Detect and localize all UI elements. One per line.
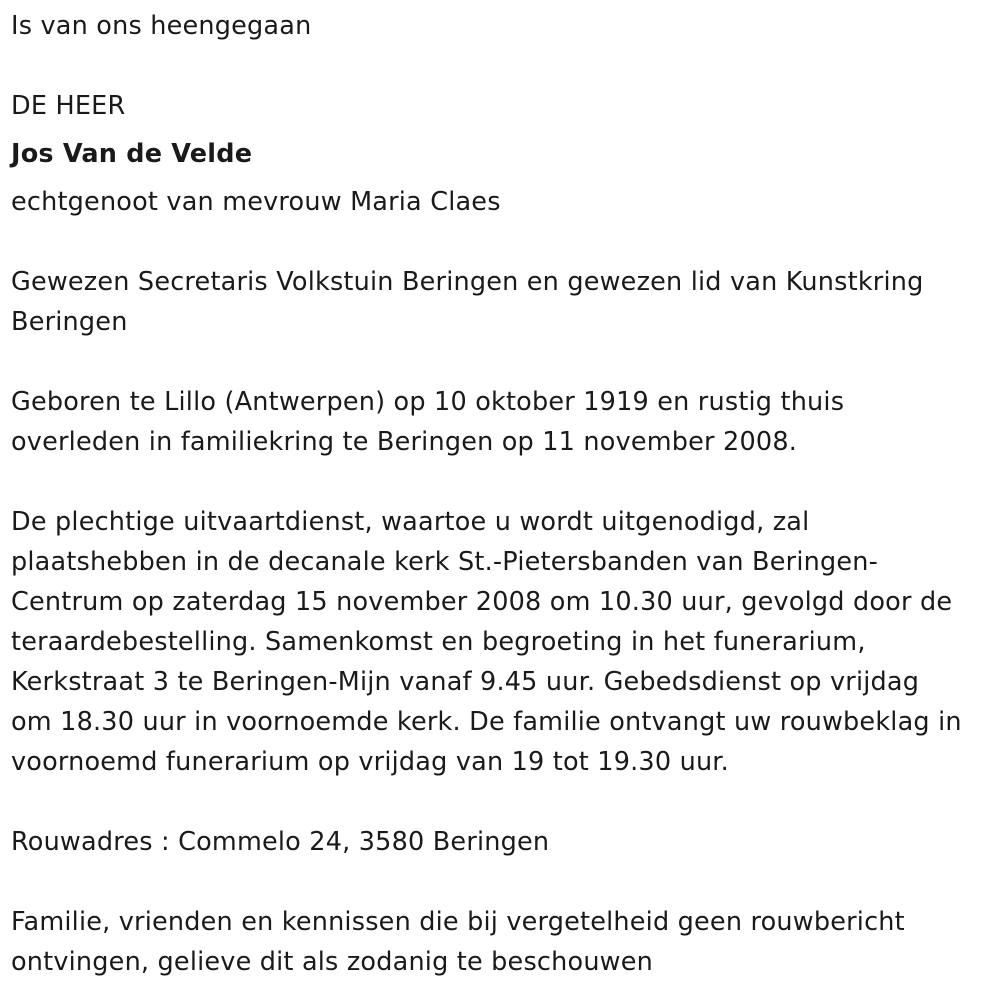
birth-death-line: Geboren te Lillo (Antwerpen) op 10 oktober 1919 en rustig thuis: [11, 387, 845, 417]
intro-text: Is van ons heengegaan: [11, 11, 312, 41]
roles-line: Beringen: [11, 307, 128, 337]
service-line: Centrum op zaterdag 15 november 2008 om 10.30 uur, gevolgd door de: [11, 587, 953, 617]
spouse-text: echtgenoot van mevrouw Maria Claes: [11, 187, 501, 217]
service-paragraph: [11, 502, 1000, 782]
service-line: Kerkstraat 3 te Beringen-Mijn vanaf 9.45 uur. Gebedsdienst op vrijdag: [11, 667, 920, 697]
deceased-name: Jos Van de Velde: [11, 139, 253, 169]
mourning-address: Rouwadres : Commelo 24, 3580 Beringen: [11, 827, 550, 857]
service-line: voornoemd funerarium op vrijdag van 19 tot 19.30 uur.: [11, 747, 729, 777]
closing-line: ontvingen, gelieve dit als zodanig te beschouwen: [11, 947, 653, 977]
service-line: om 18.30 uur in voornoemde kerk. De familie ontvangt uw rouwbeklag in: [11, 707, 962, 737]
service-line: teraardebestelling. Samenkomst en begroeting in het funerarium,: [11, 627, 866, 657]
roles-paragraph: [11, 262, 1000, 342]
title-text: DE HEER: [11, 91, 126, 121]
closing-paragraph: [11, 902, 1000, 982]
birth-death-line: overleden in familiekring te Beringen op 11 november 2008.: [11, 427, 798, 457]
service-line: De plechtige uitvaartdienst, waartoe u wordt uitgenodigd, zal: [11, 507, 810, 537]
roles-line: Gewezen Secretaris Volkstuin Beringen en gewezen lid van Kunstkring: [11, 267, 924, 297]
birth-death-paragraph: [11, 382, 1000, 462]
closing-line: Familie, vrienden en kennissen die bij vergetelheid geen rouwbericht: [11, 907, 905, 937]
service-line: plaatshebben in de decanale kerk St.-Pietersbanden van Beringen-: [11, 547, 878, 577]
